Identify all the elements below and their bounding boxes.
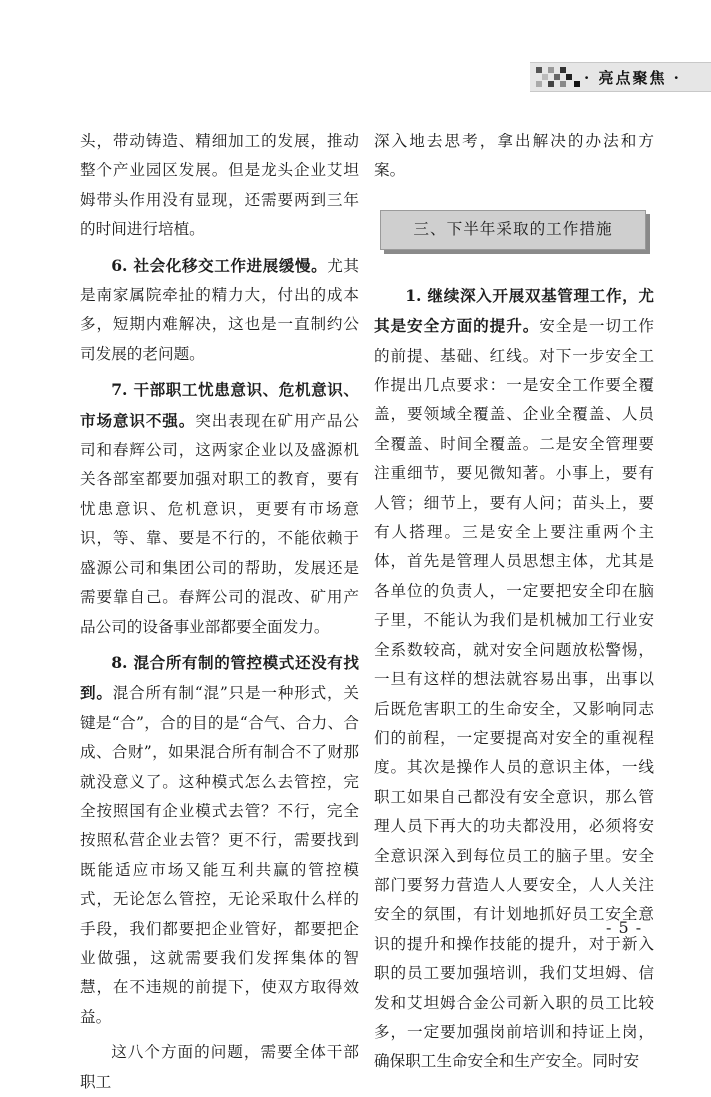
left-paragraph-4 [80,648,359,1032]
header-band [530,62,711,92]
right-paragraph-2 [374,281,654,1077]
left-paragraph-3 [80,375,359,642]
section-heading: 三、下半年采取的工作措施 [380,210,646,250]
item-7-heading: 7. 干部职工忧患意识、危机意识、市场意识不强。 [80,380,359,430]
left-paragraph-2 [80,251,359,370]
item-8-heading: 8. 混合所有制的管控模式还没有找到。 [80,652,359,703]
section-header-title: · 亮点聚焦 · [584,69,681,87]
section-heading-box [380,210,650,254]
item-7-body: 突出表现在矿用产品公司和春辉公司，这两家企业以及盛源机关各部室都要加强对职工的教育，要有忧患意识、危机意识，更要有市场意识，等、靠、要是不行的，不能依赖于盛源公司和集团公司的帮助，发展还是需要靠自己。春辉公司的混改、矿用产品公司的设备事业部都要全面发力。 [80,411,359,636]
page-number: - 5 - [606,918,643,937]
left-paragraph-1: 头，带动铸造、精细加工的发展，推动整个产业园区发展。但是龙头企业艾坦姆带头作用没有显现，还需要两到三年的时间进行培植。 [80,132,359,239]
item-6-heading: 6. 社会化移交工作进展缓慢。 [111,255,328,275]
item-6-body: 尤其是南家属院牵扯的精力大，付出的成本多，短期内难解决，这也是一直制约公司发展的老问题。 [80,256,359,363]
left-column [80,127,359,1097]
measure-1-body: 安全是一切工作的前提、基础、红线。对下一步安全工作提出几点要求：一是安全工作要全覆盖，要领域全覆盖、企业全覆盖、人员全覆盖、时间全覆盖。二是安全管理要注重细节，要见微知著。小事上，要有人管；细节上，要有人问；苗头上，要有人搭理。三是安全上要注重两个主体，首先是管理人员思想主体，尤其是各单位的负责人，一定要把安全印在脑子里，不能认为我们是机械加工行业安全系数较高，就对安全问题放松警惕，一旦有这样的想法就容易出事，出事以后既危害职工的生命安全，又影响同志们的前程，一定要提高对安全的重视程度。其次是操作人员的意识主体，一线职工如果自己都没有安全意识，那么管理人员下再大的功夫都没用，必须将安全意识深入到每位员工的脑子里。安全部门要努力营造人人要安全，人人关注安全的氛围，有计划地抓好员工安全意识的提升和操作技能的提升，对于新入职的员工要加强培训，我们艾坦姆、信发和艾坦姆合金公司新入职的员工比较多，一定要加强岗前培训和持证上岗，确保职工生命安全和生产安全。同时安 [374,317,654,1071]
checker-dots-decoration [530,63,586,91]
item-8-body: 混合所有制“混”只是一种形式，关键是“合”，合的目的是“合气、合力、合成、合财”，如果混合所有制合不了财那就没意义了。这种模式怎么去管控，完全按照国有企业模式去管？不行，完全按照私营企业去管？更不行，需要找到既能适应市场又能互利共赢的管控模式，无论怎么管控，无论采取什么样的手段，我们都要把企业管好，都要把企业做强，这就需要我们发挥集体的智慧，在不违规的前提下，使双方取得效益。 [80,684,359,1026]
left-paragraph-5: 这八个方面的问题，需要全体干部职工 [80,1043,359,1091]
measure-1-heading: 1. 继续深入开展双基管理工作，尤其是安全方面的提升。 [374,285,654,336]
right-paragraph-1: 深入地去思考，拿出解决的办法和方案。 [374,132,654,180]
